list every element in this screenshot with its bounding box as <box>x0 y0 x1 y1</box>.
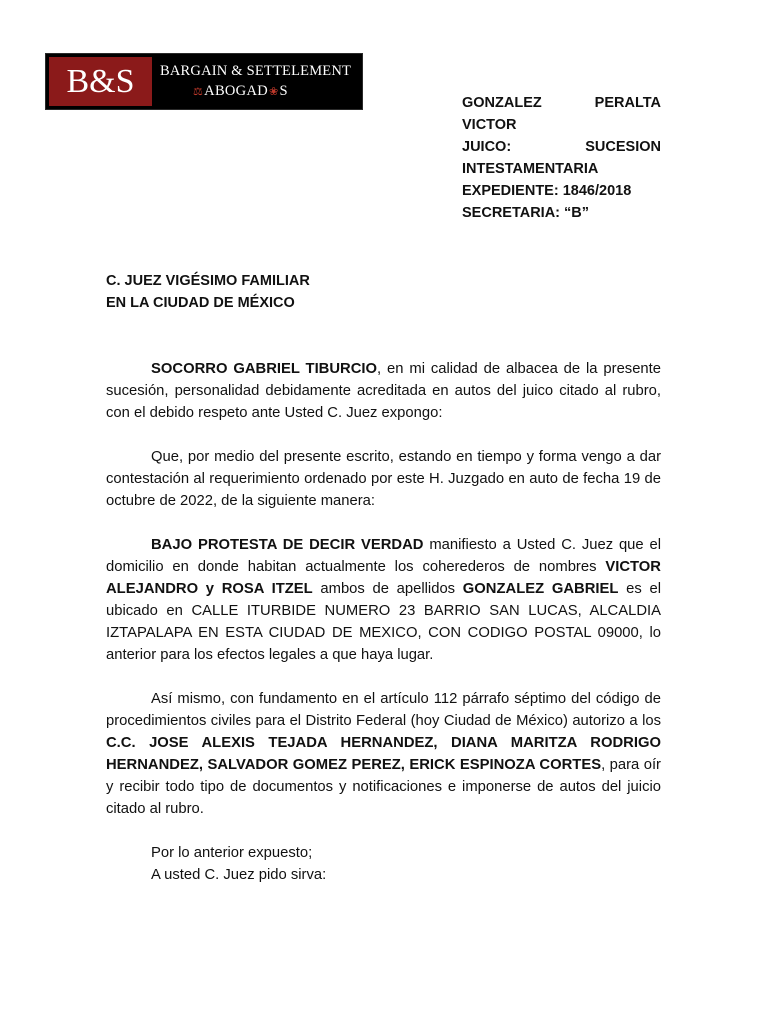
heirs-surnames: GONZALEZ GABRIEL <box>462 581 619 597</box>
logo-mark: B&S <box>49 57 152 106</box>
protesta-phrase: BAJO PROTESTA DE DECIR VERDAD <box>151 537 424 553</box>
addressee <box>106 270 666 314</box>
logo-subtitle-part2: S <box>279 83 288 99</box>
logo-text <box>152 54 362 109</box>
paragraph-3-text-3: es el ubicado en CALLE ITURBIDE NUMERO 23 BARRIO SAN LUCAS, ALCALDIA IZTAPALAPA EN ESTA CIUDAD DE MEXICO, CON CODIGO POSTAL 09000, lo anterior para los efectos legales a que haya lugar. <box>106 581 661 663</box>
firm-logo <box>45 53 363 110</box>
juicio-type-cont: INTESTAMENTARIA <box>462 161 599 177</box>
letter-body <box>106 358 661 886</box>
case-info <box>462 92 661 224</box>
paragraph-3 <box>106 534 661 666</box>
paragraph-4 <box>106 688 661 820</box>
addressee-line2: EN LA CIUDAD DE MÉXICO <box>106 295 295 311</box>
case-juicio-line <box>462 136 661 158</box>
secretaria: SECRETARIA: “B” <box>462 205 590 221</box>
closing-line-2: A usted C. Juez pido sirva: <box>151 867 327 883</box>
ornament-icon: ❀ <box>269 86 279 98</box>
juicio-type: SUCESION <box>585 139 661 155</box>
logo-subtitle-part1: ABOGAD <box>204 83 269 99</box>
paragraph-4-text-1: Así mismo, con fundamento en el artículo 112 párrafo séptimo del código de procedimientos civiles para el Distrito Federal (hoy Ciudad de México) autorizo a los <box>106 691 661 729</box>
case-name-first: GONZALEZ <box>462 95 542 111</box>
heirs-names: VICTOR ALEJANDRO y ROSA ITZEL <box>106 559 661 597</box>
authorized-persons: C.C. JOSE ALEXIS TEJADA HERNANDEZ, DIANA MARITZA RODRIGO HERNANDEZ, SALVADOR GOMEZ PEREZ, ERICK ESPINOZA CORTES <box>106 735 661 773</box>
paragraph-3-text-1: manifiesto a Usted C. Juez que el domicilio en donde habitan actualmente los coherederos de nombres <box>106 537 661 575</box>
expediente: EXPEDIENTE: 1846/2018 <box>462 183 632 199</box>
case-name-third: VICTOR <box>462 117 517 133</box>
paragraph-1-text: , en mi calidad de albacea de la presente sucesión, personalidad debidamente acreditada en autos del juico citado al rubro, con el debido respeto ante Usted C. Juez expongo: <box>106 361 661 421</box>
paragraph-2: Que, por medio del presente escrito, estando en tiempo y forma vengo a dar contestación al requerimiento ordenado por este H. Juzgado en auto de fecha 19 de octubre de 2022, de la siguiente manera: <box>106 449 661 509</box>
case-name-second: PERALTA <box>594 95 661 111</box>
case-name-line <box>462 92 661 114</box>
petitioner-name: SOCORRO GABRIEL TIBURCIO <box>151 361 378 377</box>
addressee-line1: C. JUEZ VIGÉSIMO FAMILIAR <box>106 273 310 289</box>
paragraph-4-text-2: , para oír y recibir todo tipo de documentos y notificaciones e imponerse de autos del juicio citado al rubro. <box>106 757 661 817</box>
logo-subtitle <box>160 83 362 100</box>
logo-firm-name: BARGAIN & SETTELEMENT <box>160 63 352 79</box>
closing-line-1: Por lo anterior expuesto; <box>151 845 313 861</box>
paragraph-1 <box>106 358 661 424</box>
scales-icon: ⚖ <box>193 86 204 98</box>
paragraph-3-text-2: ambos de apellidos <box>312 581 463 597</box>
juicio-label: JUICO: <box>462 139 512 155</box>
